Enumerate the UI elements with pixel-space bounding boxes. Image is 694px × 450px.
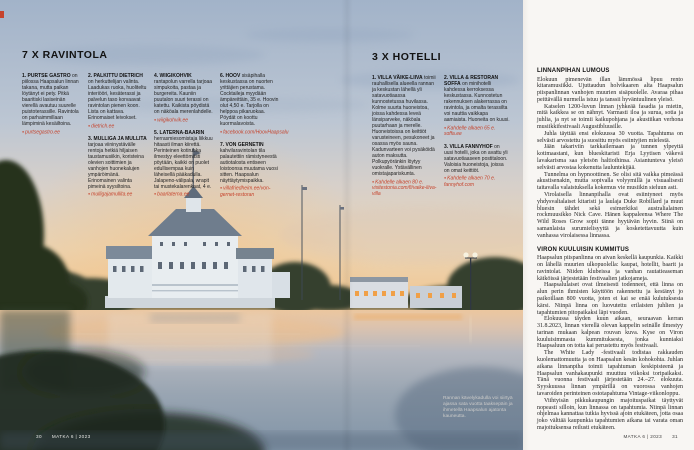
restaurant-entry [220,73,289,135]
magazine-issue: MATKA 6 | 2023 [623,434,663,439]
article-heading: VIRON KUULUISIN KUMMITUS [537,246,630,253]
page-gutter [341,0,353,450]
photo-caption: Rannan kävelykadulla voi siirtyä ajassa sata vuotta taaksepäin ja ihmetellä Haapsalun ajatonta kauneutta. [443,396,513,419]
article-paragraph: Jään takariviin tarkkailemaan ja tunnen ylpeyttä kotimaastani, kun blueskitaristi Erja Lyytisen väkevä lavakarisma saa yleisön haltioihinsa. Asiantunteva yleisö selvästi arvostaa kokenutta lauluntekijää. [537,144,683,171]
entry-body: on minihotelli kahdessa kerroksessa keskustassa. Kunnostetun rakennuksen alakerrassa on ravintola, ja omalta terassilta voi nauttia vaikkapa aamiaista. Huoneita on kuusi. [444,81,510,123]
entry-body: kahvilaravintolan tila palautettiin rämistyneestä autiotalosta entiseen loistoonsa muutama vuosi sitten. Haapsalun näyttäytymispaikka. [220,147,278,184]
entry-body: toimii rauhallisella alueella rannan ja keskustan lähellä yli satavuotiaassa kunnostetussa huvilassa. Kolme suurta huoneistoa, joissa kahdessa leveä länsiparveke, näköala puutarhaan ja merelle. Huoneistoissa on keittiöt varusteineen, pesukoneet ja osassa myös sauna. Kadunvarteen voi pysäköidä auton maksutta. Polkupyöränkin löytyy vuokralle. Ystävällinen omistajapariskunta. [372,75,436,177]
entry-body: on piilossa Haapsalun linnan takana, mutta paikan löytänyt ei pety. Pitkä baaritiski lasiseinän vierellä avautuu suurelle puistoterassille. Ravintola on parhaimmillaan lämpiminä kesäiltoina. [22,73,79,127]
article-paragraph: The White Lady -festivaali todistaa rakkauden kuolemattomuutta ja on Haapsalun kesän kohokohta. Juhlan aikana linnanpiha toimii tapahtuman keskipisteenä ja Haapsalun vanhakaupunki muuttuu viikoksi toripaikaksi. Tänä vuonna festivaali järjestetään 24.–27. elokuuta. Syyskuussa linnan ympärillä on vuorossa vanhojen tavaroiden perinteinen ostotapahtuma Vintage-viikonloppu. [537,350,683,398]
page-number-left: 30 [36,434,42,439]
restaurants-column-3 [154,73,214,205]
article-paragraph: Haapsalun piispanlinna on aivan keskellä kaupunkia. Kaikki on lähellä muurien ulkopuolella: kaupat, hotellit, baarit ja ravintolat. Niiden klubeissa ja vanhan rautatieaseman kätköissä järjestetään festivaalien jatkojameja. [537,255,683,282]
entry-link: ● Kahdelle alkaen 65 e. soffa.ee [444,125,510,137]
article-paragraph: Haapsalulaiset ovat ilmeisesti todenneet, että linna on alun perin ihmisten käyttöön rakennettu ja kestänyt jo paikoillaan 800 vuotta, joten ei kai se enää kulutuksesta kärsi. Niinpä linna on luovutettu erilaisten juhlien ja tapahtumien pitopaikaksi läpi vuoden. [537,282,683,316]
entry-link: ● Kahdelle alkaen 70 e. fannyhof.com [444,175,510,187]
article-section [537,247,683,432]
restaurant-entry [220,142,280,198]
article-paragraph: Elokuussa täyden kuun aikaan, seuraavan kerran 31.8.2023, linnan vierellä olevan kappelin seinälle ilmestyy tarinan mukaan kalpean rouvan kuva. Kyse on Viron kuuluisimmasta kummituksesta, jonka kunniaksi Haapsaluun on totta kai perustettu myös festivaali. [537,316,683,350]
restaurants-title: 7 X RAVINTOLA [22,49,108,61]
entry-link: ● Kahdelle alkaen 80 e. visitestonia.com/fi/vaike-liiva-villa [372,179,438,197]
article-paragraph: Elokuun pimenevän illan lämmössä lipuu rento kitaramusiikki. Ujuttaudun holvikaaren alta Haapsalun piispanlinnan vanhojen muurien sisäpuolelle. Avaraa pihaa peittävällä nurmella istuu ja tanssii hyväntuulinen yleisö. [537,76,683,103]
entry-link: ● facebook.com/HoovHaapsalu [220,129,280,135]
entry-title: 3. MULLIGA JA MULLITA [88,135,147,142]
hotels-column-1 [372,75,438,204]
hotels-column-2 [444,75,510,195]
entry-title: 6. HOOV [220,73,241,79]
restaurant-entry [88,73,148,129]
section-edge-tab [0,11,4,18]
restaurants-columns [22,73,289,205]
entry-link: ● dietrich.ee [88,123,148,129]
hotel-entry [444,144,510,188]
entry-body: herrasmiesomistaja liikkuu hitaasti ilman kiirettä. Perinteinen kotiruoka ilmestyy eleettömästi pöytään, kaikki on puolet edullisempaa kuin läheisellä pääkadulla. Jalapeno-välipala, wrapit tai mustekalarenkaat, 4 e. [154,135,213,190]
article-paragraph: Viihtyisän pikkukaupungin majoituspaikat täyttyvät nopeasti silloin, kun linnassa on tapahtumia. Niinpä linnan ohjelmaa kannattaa tutkia hyvissä ajoin etukäteen, jotta osaa joko välttää kaupunkia tapahtumien aikana tai varata oman majoituksensa reilusti etukäteen. [537,397,683,432]
entry-title: 4. WIIGIKOHVIK [154,73,192,79]
article-paragraphs [537,255,683,432]
entry-title: 3. VILLA FANNYHOF [444,143,493,150]
entry-body: rantapolun varrella tarjoaa simpukoita, pastaa ja burgereita. Kauniin puutalon suuri terassi on katettu. Kaikista pöydistä on näköala merenlahdelle. [154,79,213,115]
entry-link: ● purtsegastro.ee [22,129,82,135]
magazine-issue: MATKA 6 | 2023 [51,434,91,439]
article-paragraph: Juhla täyttää ensi elokuussa 30 vuotta. Tapahtuma on selvästi arvostettu ja suosittu myös esiintyjien mielestä. [537,130,683,144]
entry-body: sisäpihalla keskustassa on nuorten yrittäjien perustama. Cocktaileja myydään ämpäreittäin, 35 e. Hoovin olut 4,50 e. Tarjolla on helppoa pikaruokaa. Pöydät on koottu kuormalavoista. [220,73,279,127]
entry-link: ● wiigikohvik.ee [154,117,214,123]
entry-body: tarjoaa viininystävälle rentoja hetkiä hiljaisen taustamusiikin, koristeina olevien soittimien ja vanhojen huonekalujen ympäröimänä. Erinomainen valinta pimeinä syysiltoina. [88,141,144,190]
restaurant-entry [22,73,82,135]
entry-title: 2. VILLA & RESTORAN SOFFA [444,75,499,87]
hotels-title: 3 X HOTELLI [372,51,442,63]
entry-title: 2. PALKITTU DIETRICH [88,73,143,79]
article-paragraph: Virolaisella linnanpihalla ovat esiintyneet myös yhdysvaltalaiset kitaristi ja laulaja Duke Robillard ja muut bluesin tähdet sekä esimerkiksi australialainen rockmuusikko Nick Cave. Hänen kappaleensa Where The Wild Roses Grow sopii tänne hyytävän hyvin. Siinä on samanlaista surumielisyyttä ja kosketettavuutta kuin vanhassa virolaisessa linnassa. [537,192,683,239]
article-section [537,68,683,240]
entry-link: ● villafriedheim.ee/von-gernet-restoran [220,185,280,197]
restaurants-column-1 [22,73,82,142]
article-paragraph: Tunnelma on hypnoottinen. Se olisi sitä vaikka pimeässä akustisenakin, mutta sopivalla volyymillä ja visuaalisesti taitavalla valaistuksella kokemus vie musiikin sieluun asti. [537,171,683,192]
article-column [537,68,683,439]
lamp-reflection [470,316,472,342]
restaurants-column-4 [220,73,289,205]
page-number-right: 31 [672,434,678,439]
footer-left [36,434,91,439]
restaurant-entry [154,130,214,198]
entry-title: 7. VON GERNETIN [220,141,264,148]
hotel-entry [372,75,438,197]
article-heading: LINNANPIHAN LUMOUS [537,68,610,74]
entry-title: 5. LATERNA-BAARIN [154,129,205,136]
restaurants-section [22,49,289,205]
entry-link: ● mulligajamullita.ee [88,191,148,197]
article-paragraphs [537,77,683,240]
restaurant-entry [154,73,214,123]
entry-title: 1. PURTSE GASTRO [22,73,71,79]
hotels-columns [372,75,512,204]
hotel-entry [444,75,510,137]
entry-body: on herkuttelijan valinta. Laadukas ruoka, huoliteltu interiööri, kesäterassi ja palvelun taso korvaavat ravintolan pienen koon. Lista on kattava. Erinomaiset leivokset. [88,79,147,121]
entry-title: 1. VILLA VÄIKE-LIIVA [372,75,423,81]
article-paragraph: Katselen 1200-luvun linnan jyhkeää fasadia ja mietin, mitä kaikkea se on nähnyt. Varmasti iloa ja surua, sotia ja juhlia, ja nyt se toimii kaikupohjana ja akustiikan verhona musiikkifestivaali Augustibluusille. [537,103,683,131]
entry-link: ● baarlaterna.ee [154,191,214,197]
hotels-section [372,51,512,204]
entry-body: on uusi hotelli, joka on avattu yli satavuotiaaseen postitaloon. Valoisia huoneistoja, joissa on omat keittiöt. [444,143,508,174]
restaurant-entry [88,136,148,198]
restaurants-column-2 [88,73,148,205]
footer-right [623,434,678,439]
